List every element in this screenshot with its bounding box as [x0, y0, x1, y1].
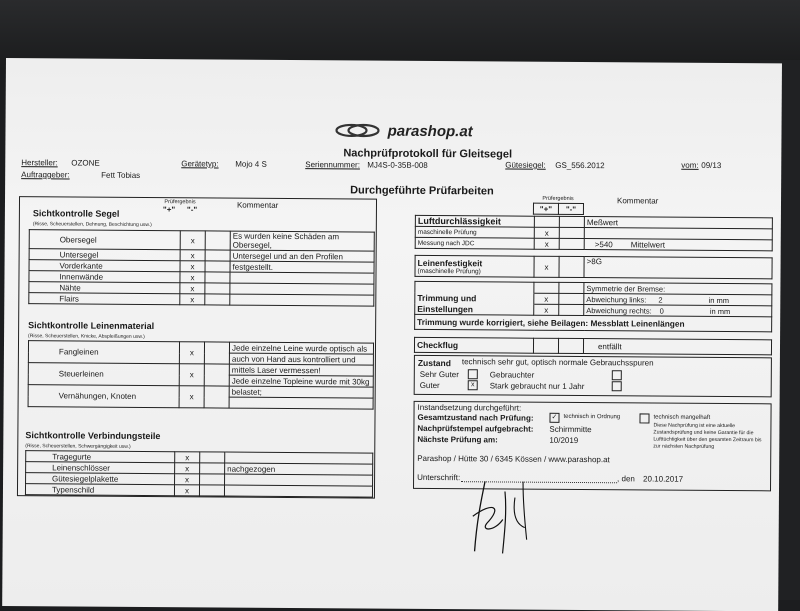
leinen-comment-line: Jede einzelne Leine wurde optisch als	[229, 342, 373, 354]
leinenfest-table	[414, 255, 772, 279]
right-plus-header: "+"	[533, 203, 558, 214]
table-row	[25, 484, 372, 497]
row-label: Untersegel	[29, 249, 180, 261]
row-label: Innenwände	[29, 271, 180, 283]
row-label: Vernähungen, Knoten	[28, 385, 179, 408]
trimmung-note: Trimmung wurde korrigiert, siehe Beilagen: Messblatt Leinenlängen	[415, 314, 772, 331]
brand-name: parashop.at	[387, 122, 473, 141]
row-label: Typenschild	[25, 484, 174, 496]
row-plus-mark: x	[180, 250, 205, 261]
row-label: Nähte	[29, 282, 180, 294]
links-label: Abweichung links:	[586, 294, 647, 304]
table-row	[29, 230, 374, 251]
stempel-label: Nachprüfstempel aufgebracht:	[417, 423, 534, 434]
luft-mittelwert-label: Mittelwert	[630, 239, 666, 250]
links-unit: in mm	[708, 295, 729, 305]
instand-line-2: Gesamtzustand nach Prüfung:	[417, 412, 534, 423]
mangelhaft-checkbox[interactable]	[639, 413, 649, 423]
naechste-label: Nächste Prüfung am:	[417, 434, 498, 445]
row-comment: nachgezogen	[225, 463, 373, 475]
row-plus-mark: x	[174, 485, 199, 496]
luft-x-1: x	[534, 227, 559, 238]
trimmung-title-1: Trimmung und	[415, 292, 534, 304]
row-plus-mark: x	[175, 463, 200, 474]
row-label: Steuerleinen	[28, 363, 179, 386]
row-plus-mark: x	[179, 364, 204, 386]
symmetrie-label: Symmetrie der Bremse:	[584, 283, 772, 295]
geraetetyp-label: Gerätetyp:	[181, 159, 219, 169]
row-label: Fangleinen	[28, 341, 179, 364]
luft-row-1: maschinelle Prüfung	[415, 226, 534, 238]
table-row	[28, 385, 373, 398]
hersteller-value: OZONE	[71, 158, 100, 168]
left-minus-header: "-"	[186, 205, 198, 215]
checkflug-table	[414, 337, 772, 355]
table-row	[29, 293, 374, 306]
verbindung-subtitle: (Risse, Scheuerstellen, Schwergängigkeit usw.)	[25, 443, 131, 450]
checkflug-value: entfällt	[583, 339, 771, 355]
row-label: Leinenschlösser	[26, 462, 175, 474]
address-line: Parashop / Hütte 30 / 6345 Kössen / www.parashop.at	[417, 453, 610, 465]
guter-checkbox[interactable]: x	[468, 380, 478, 390]
guetesiegel-value: GS_556.2012	[555, 160, 605, 171]
luft-value: >540	[594, 239, 613, 249]
left-plus-header: "+"	[162, 205, 176, 215]
guter-label: Guter	[419, 380, 440, 391]
leinenfest-subtitle: (maschinelle Prüfung)	[417, 267, 481, 275]
den-label: , den	[617, 474, 635, 484]
rechts-unit: in mm	[709, 306, 731, 316]
document-title: Nachprüfprotokoll für Gleitsegel	[343, 147, 513, 161]
stark-checkbox[interactable]	[612, 381, 622, 391]
row-label: Obersegel	[29, 230, 180, 250]
links-value: 2	[658, 295, 663, 305]
luft-title: Luftdurchlässigkeit	[415, 215, 534, 227]
checkflug-title: Checkflug	[414, 337, 533, 353]
right-kommentar-header: Kommentar	[616, 196, 659, 206]
leinenfest-x: x	[534, 256, 559, 277]
right-minus-header: "-"	[558, 203, 583, 214]
right-pruefergebnis-header: Prüfergebnis	[542, 195, 574, 202]
instand-line-1: Instandsetzung durchgeführt:	[417, 402, 522, 413]
zustand-title: Zustand	[417, 357, 451, 369]
row-comment	[224, 485, 372, 497]
segel-subtitle: (Risse, Scheuerstellen, Dehnung, Beschichtung usw.)	[32, 221, 152, 229]
verbindung-title: Sichtkontrolle Verbindungsteile	[25, 430, 161, 442]
right-header-row	[415, 202, 773, 216]
luft-messwert-label: Meßwert	[584, 217, 772, 229]
seriennummer-value: MJ4S-0-35B-008	[367, 160, 428, 170]
row-label: Gütesiegelplakette	[26, 473, 175, 485]
segel-comment-line: Untersegel und an den Profilen	[230, 250, 374, 262]
row-plus-mark: x	[175, 474, 200, 485]
mangelhaft-label: technisch mangelhaft	[653, 414, 711, 421]
gebrauchter-label: Gebrauchter	[489, 370, 535, 380]
guetesiegel-label: Gütesiegel:	[505, 160, 546, 170]
verbindung-table	[25, 450, 373, 497]
hersteller-label: Hersteller:	[21, 158, 58, 168]
notice-text: Diese Nachprüfung ist eine aktuelle Zustandsprüfung und keine Garantie für die Lufttüchtigkeit über den gesamten Zeitraum bis zur nächsten Nachprüfung	[653, 422, 762, 450]
trimmung-table	[414, 281, 772, 332]
trimmung-x-2: x	[534, 304, 559, 315]
naechste-value: 10/2019	[549, 435, 579, 446]
vom-label: vom:	[681, 160, 699, 170]
left-kommentar-header: Kommentar	[236, 200, 279, 210]
rechts-label: Abweichung rechts:	[586, 305, 652, 316]
row-plus-mark: x	[180, 294, 205, 305]
row-label: Flairs	[29, 293, 180, 305]
row-plus-mark: x	[180, 261, 205, 272]
leinenfest-title: Leinenfestigkeit	[417, 257, 483, 268]
auftraggeber-label: Auftraggeber:	[21, 170, 70, 180]
stark-label: Stark gebraucht nur 1 Jahr	[489, 381, 585, 392]
leinen-comment-line: mittels Laser vermessen!	[229, 364, 373, 376]
left-pruefergebnis-header: Prüfergebnis	[164, 199, 196, 206]
segel-title: Sichtkontrolle Segel	[32, 208, 120, 219]
leinen-title: Sichtkontrolle Leinenmaterial	[28, 320, 155, 332]
in-ordnung-label: technisch in Ordnung	[563, 413, 621, 421]
row-plus-mark: x	[175, 452, 200, 463]
leinen-table	[28, 340, 374, 409]
rechts-value: 0	[659, 306, 664, 316]
parashop-logo-icon	[335, 123, 379, 137]
leinen-comment-line: Jede einzelne Topleine wurde mit 30kg	[229, 375, 373, 387]
luft-table	[415, 215, 773, 251]
unterschrift-label: Unterschrift:	[417, 472, 461, 483]
luft-row-2: Messung nach JDC	[415, 237, 534, 249]
luft-x-2: x	[534, 238, 559, 249]
gebrauchter-checkbox[interactable]	[612, 370, 622, 380]
protocol-sheet	[2, 58, 782, 611]
row-plus-mark: x	[179, 342, 204, 364]
stempel-value: Schirmmitte	[549, 424, 592, 435]
trimmung-x-1: x	[534, 293, 559, 304]
table-row	[28, 341, 373, 354]
section-title: Durchgeführte Prüfarbeiten	[350, 184, 494, 198]
row-label: Vorderkante	[29, 260, 180, 272]
geraetetyp-value: Mojo 4 S	[235, 159, 267, 169]
row-plus-mark: x	[180, 231, 205, 250]
in-ordnung-checkbox[interactable]: ✓	[549, 413, 559, 423]
row-plus-mark: x	[180, 272, 205, 283]
zustand-description: technisch sehr gut, optisch normale Gebrauchsspuren	[461, 357, 654, 368]
brand-logo	[335, 122, 472, 140]
segel-comment-line: festgestellt.	[230, 261, 374, 273]
handwritten-signature	[462, 461, 543, 562]
leinen-comment-line: auch von Hand aus kontrolliert und	[229, 353, 373, 365]
leinenfest-value: >8G	[584, 257, 772, 279]
vom-value: 09/13	[701, 160, 722, 170]
auftraggeber-value: Fett Tobias	[101, 170, 141, 180]
sehr-guter-label: Sehr Guter	[419, 369, 459, 380]
sehr-guter-checkbox[interactable]	[468, 369, 478, 379]
leinen-comment-line: belastet;	[229, 386, 373, 398]
seriennummer-label: Seriennummer:	[305, 160, 360, 170]
trimmung-title-2: Einstellungen	[415, 303, 534, 315]
date-value: 20.10.2017	[643, 474, 684, 484]
leinen-subtitle: (Risse, Scheuerstellen, Knicke, Abspleißungen usw.)	[28, 333, 145, 340]
segel-table	[28, 229, 375, 306]
row-label: Tragegurte	[26, 451, 175, 463]
row-plus-mark: x	[179, 386, 204, 408]
segel-comment-line: Es wurden keine Schäden am Obersegel,	[230, 231, 374, 251]
row-plus-mark: x	[180, 283, 205, 294]
table-row	[28, 363, 373, 376]
